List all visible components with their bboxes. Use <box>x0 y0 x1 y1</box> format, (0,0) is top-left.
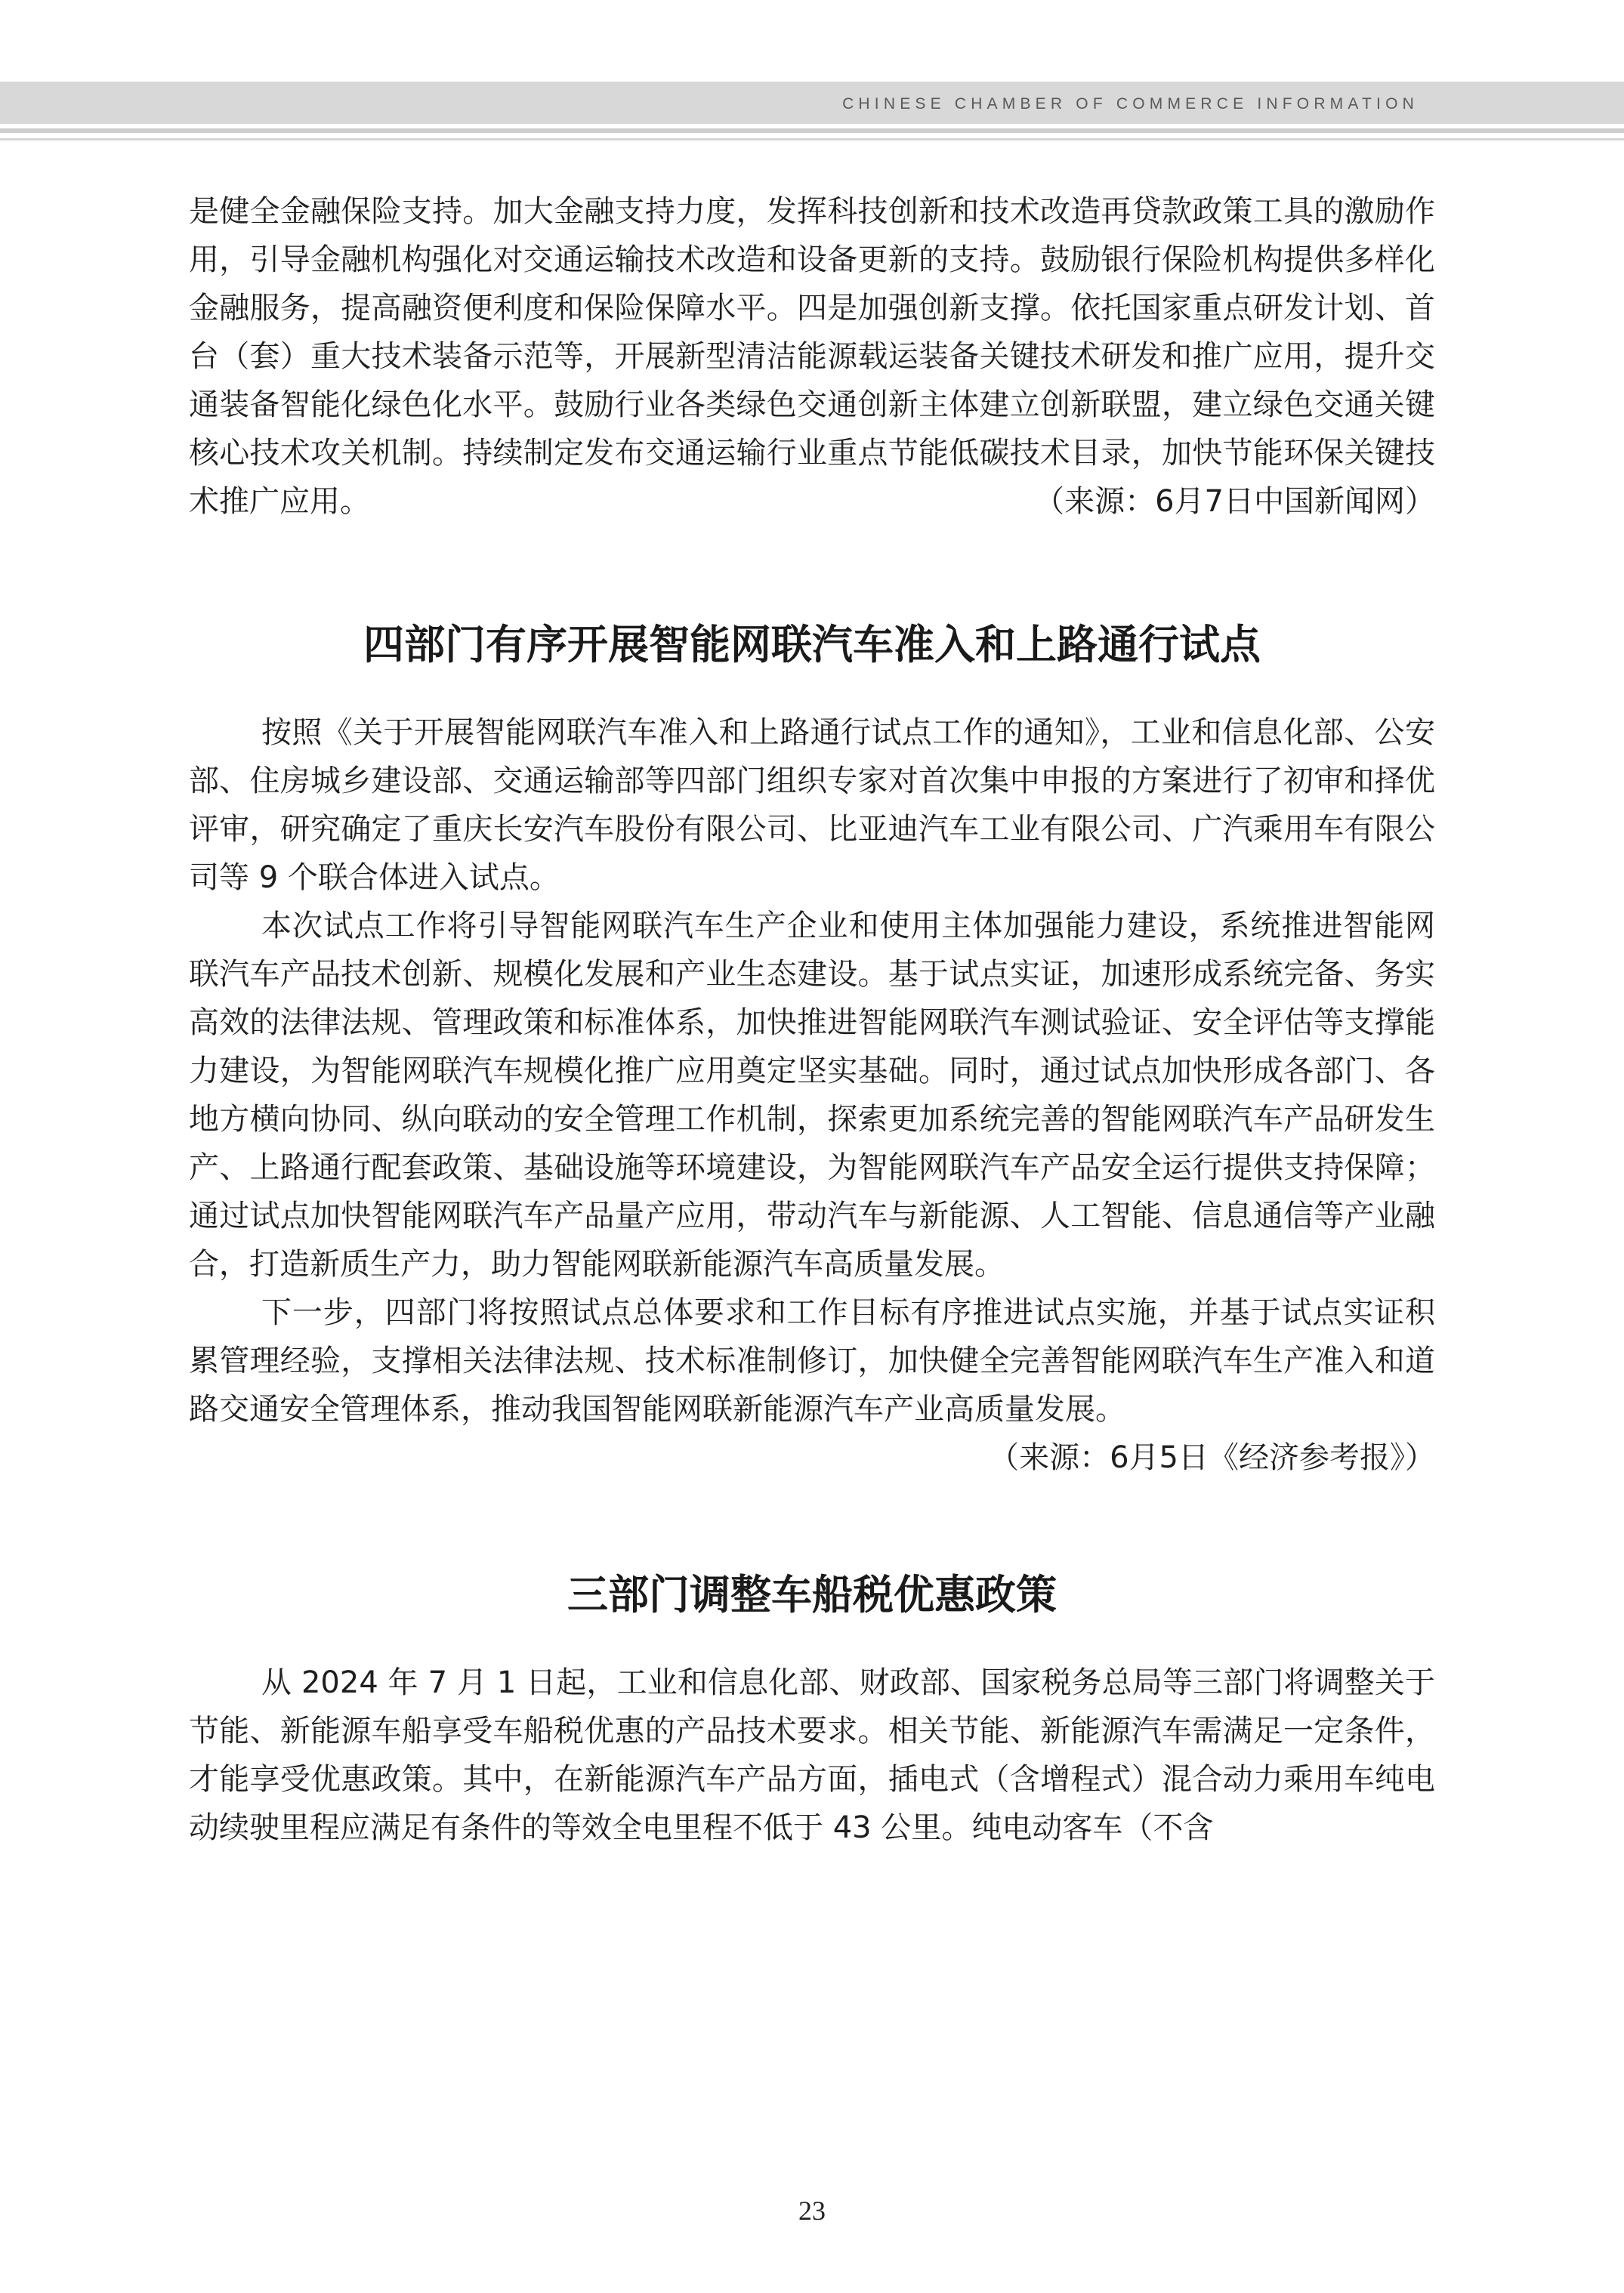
paragraph: 按照《关于开展智能网联汽车准入和上路通行试点工作的通知》，工业和信息化部、公安部、住房城乡建设部、交通运输部等四部门组织专家对首次集中申报的方案进行了初审和择优评审，研究确定了重庆长安汽车股份有限公司、比亚迪汽车工业有限公司、广汽乘用车有限公司等 9 个联合体进入试点。 <box>189 715 1435 895</box>
header-rule <box>0 128 1624 133</box>
paragraph: 本次试点工作将引导智能网联汽车生产企业和使用主体加强能力建设，系统推进智能网联汽车产品技术创新、规模化发展和产业生态建设。基于试点实证，加速形成系统完备、务实高效的法律法规、管理政策和标准体系，加快推进智能网联汽车测试验证、安全评估等支撑能力建设，为智能网联汽车规模化推广应用奠定坚实基础。同时，通过试点加快形成各部门、各地方横向协同、纵向联动的安全管理工作机制，探索更加系统完善的智能网联汽车产品研发生产、上路通行配套政策、基础设施等环境建设，为智能网联汽车产品安全运行提供支持保障；通过试点加快智能网联汽车产品量产应用，带动汽车与新能源、人工智能、信息通信等产业融合，打造新质生产力，助力智能网联新能源汽车高质量发展。 <box>189 909 1435 1282</box>
paragraph: 是健全金融保险支持。加大金融支持力度，发挥科技创新和技术改造再贷款政策工具的激励作用，引导金融机构强化对交通运输技术改造和设备更新的支持。鼓励银行保险机构提供多样化金融服务，提高融资便利度和保险保障水平。四是加强创新支撑。依托国家重点研发计划、首台（套）重大技术装备示范等，开展新型清洁能源载运装备关键技术研发和推广应用，提升交通装备智能化绿色化水平。鼓励行业各类绿色交通创新主体建立创新联盟，建立绿色交通关键核心技术攻关机制。持续制定发布交通运输行业重点节能低碳技术目录，加快节能环保关键技术推广应用。 <box>189 194 1435 519</box>
page-number: 23 <box>798 2196 826 2226</box>
article-title: 三部门调整车船税优惠政策 <box>567 1571 1057 1619</box>
article-title: 四部门有序开展智能网联汽车准入和上路通行试点 <box>363 621 1261 668</box>
article-vehicle-vessel-tax <box>189 1571 1435 1852</box>
paragraph: 下一步，四部门将按照试点总体要求和工作目标有序推进试点实施，并基于试点实证积累管理经验，支撑相关法律法规、技术标准制修订，加快健全完善智能网联汽车生产准入和道路交通安全管理体系，推动我国智能网联新能源汽车产业高质量发展。 <box>189 1295 1435 1427</box>
header-rule-thin <box>0 138 1624 140</box>
source-citation: （来源：6月7日中国新闻网） <box>1034 484 1435 519</box>
running-header: CHINESE CHAMBER OF COMMERCE INFORMATION <box>842 95 1419 113</box>
paragraph: 从 2024 年 7 月 1 日起，工业和信息化部、财政部、国家税务总局等三部门将调整关于节能、新能源车船享受车船税优惠的产品技术要求。相关节能、新能源汽车需满足一定条件，才能享受优惠政策。其中，在新能源汽车产品方面，插电式（含增程式）混合动力乘用车纯电动续驶里程应满足有条件的等效全电里程不低于 43 公里。纯电动客车（不含 <box>189 1665 1435 1845</box>
source-citation: （来源：6月5日《经济参考报》） <box>989 1440 1435 1475</box>
article-intelligent-connected-vehicles <box>189 621 1435 1482</box>
article-green-transport-continued <box>189 187 1435 526</box>
page-content <box>189 187 1435 1852</box>
